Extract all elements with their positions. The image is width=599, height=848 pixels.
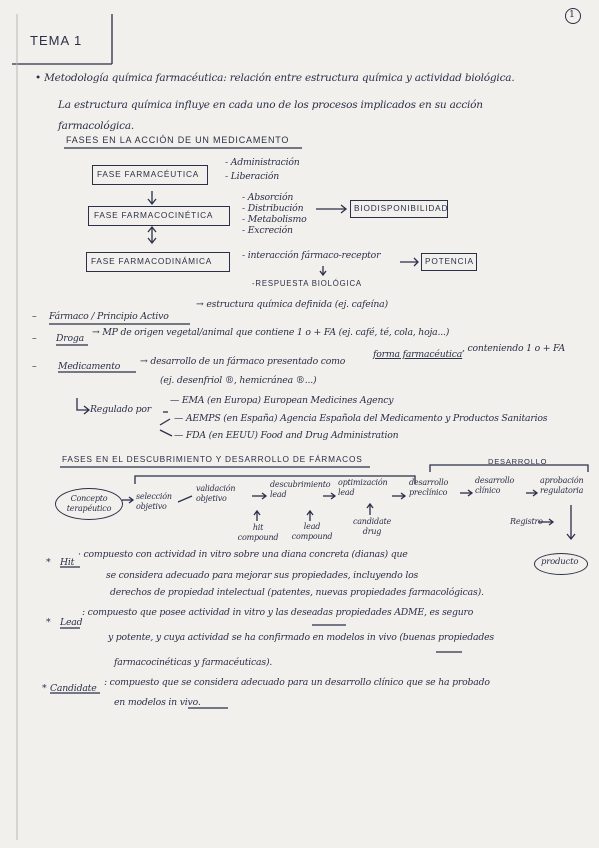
pharmacodynamic-item: - interacción fármaco-receptor (242, 250, 381, 261)
bullet-dash: – (32, 311, 37, 322)
droga-definition: → MP de origen vegetal/animal que contiene 1 o + FA (ej. café, té, cola, hoja...) (92, 327, 450, 338)
step-optimizacion-lead: optimización lead (338, 478, 388, 497)
note-lead-line: : compuesto que posee actividad in vitro y las deseadas propiedades ADME, es seguro (82, 607, 474, 618)
medicamento-examples: (ej. desenfriol ®, hemicránea ®...) (160, 375, 317, 386)
step-desarrollo-clinico: desarrollo clínico (475, 476, 515, 495)
medicamento-definition-a: → desarrollo de un fármaco presentado como (140, 356, 346, 367)
note-candidate-term: Candidate (50, 683, 97, 694)
step-desarrollo-preclinico: desarrollo preclínico (409, 478, 449, 497)
pharmacokinetic-item: - Metabolismo (242, 214, 307, 225)
medicamento-definition-b: , conteniendo 1 o + FA (462, 343, 566, 354)
desarrollo-label: DESARROLLO (488, 457, 548, 466)
regulator-aemps: — AEMPS (en España) Agencia Española del Medicamento y Productos Sanitarios (174, 413, 548, 424)
pharmaceutical-item: - Administración (225, 157, 300, 168)
regulated-lead: Regulado por (90, 404, 152, 415)
biodisponibilidad-label: BIODISPONIBILIDAD (354, 203, 449, 213)
pharmacokinetic-item: - Distribución (242, 203, 304, 214)
page-number: 1 (569, 9, 575, 20)
step-seleccion-objetivo: selección objetivo (136, 492, 172, 511)
pharmacokinetic-item: - Excreción (242, 225, 293, 236)
note-hit-term: Hit (60, 557, 75, 568)
page-title: TEMA 1 (30, 33, 83, 48)
phase-pharmaceutical-label: FASE FARMACÉUTICA (97, 169, 200, 179)
intro-line-2: La estructura química influye en cada uno de los procesos implicados en su acción (58, 99, 483, 111)
concepto-terapeutico-label: Concepto terapéutico (66, 494, 112, 513)
note-bullet: * (42, 683, 47, 694)
intro-line-3: farmacológica. (58, 120, 135, 132)
intro-line-1: • Metodología química farmacéutica: relación entre estructura química y actividad biológica. (35, 72, 515, 84)
droga-term: Droga (56, 333, 84, 344)
note-hit-line: · compuesto con actividad in vitro sobre una diana concreta (dianas) que (78, 549, 408, 560)
phase-pharmacodynamic-label: FASE FARMACODINÁMICA (91, 256, 213, 266)
pharmacokinetic-item: - Absorción (242, 192, 294, 203)
note-lead-line: y potente, y cuya actividad se ha confirmado en modelos in vivo (buenas propiedades (108, 632, 495, 643)
note-bullet: * (46, 617, 51, 628)
registro-label: Registro (510, 517, 543, 526)
medicamento-term: Medicamento (58, 361, 121, 372)
output-lead-compound: lead compound (291, 522, 333, 541)
step-validacion-objetivo: validación objetivo (196, 484, 236, 503)
note-bullet: * (46, 557, 51, 568)
discovery-heading: FASES EN EL DESCUBRIMIENTO Y DESARROLLO DE FÁRMACOS (62, 454, 363, 464)
regulator-fda: — FDA (en EEUU) Food and Drug Administration (174, 430, 399, 441)
potencia-label: POTENCIA (425, 256, 474, 266)
note-candidate-line: en modelos in vivo. (114, 697, 201, 708)
phase-pharmacokinetic-label: FASE FARMACOCINÉTICA (94, 210, 214, 220)
note-candidate-line: : compuesto que se considera adecuado para un desarrollo clínico que se ha probado (104, 677, 490, 688)
bullet-dash: – (32, 361, 37, 372)
output-candidate-drug: candidate drug (352, 517, 392, 536)
pharmaceutical-item: - Liberación (225, 171, 280, 182)
step-descubrimiento-lead: descubrimiento lead (270, 480, 331, 499)
output-hit-compound: hit compound (237, 523, 279, 542)
note-lead-term: Lead (60, 617, 83, 628)
farmaco-term: Fármaco / Principio Activo (49, 311, 169, 322)
note-hit-line: derechos de propiedad intelectual (patentes, nuevas propiedades farmacológicas). (110, 587, 484, 598)
step-aprobacion-regulatoria: aprobación regulatoria (540, 476, 584, 495)
medicamento-forma-farmaceutica: forma farmacéutica (373, 349, 463, 360)
producto-label: producto (541, 557, 579, 567)
pharmacodynamic-item: -RESPUESTA BIOLÓGICA (252, 279, 362, 288)
note-lead-line: farmacocinéticas y farmacéuticas). (114, 657, 273, 668)
note-hit-line: se considera adecuado para mejorar sus propiedades, incluyendo los (106, 570, 419, 581)
farmaco-definition: → estructura química definida (ej. cafeína) (196, 299, 388, 310)
phases-heading: FASES EN LA ACCIÓN DE UN MEDICAMENTO (66, 135, 290, 145)
bullet-dash: – (32, 333, 37, 344)
regulator-ema: — EMA (en Europa) European Medicines Agency (170, 395, 394, 406)
